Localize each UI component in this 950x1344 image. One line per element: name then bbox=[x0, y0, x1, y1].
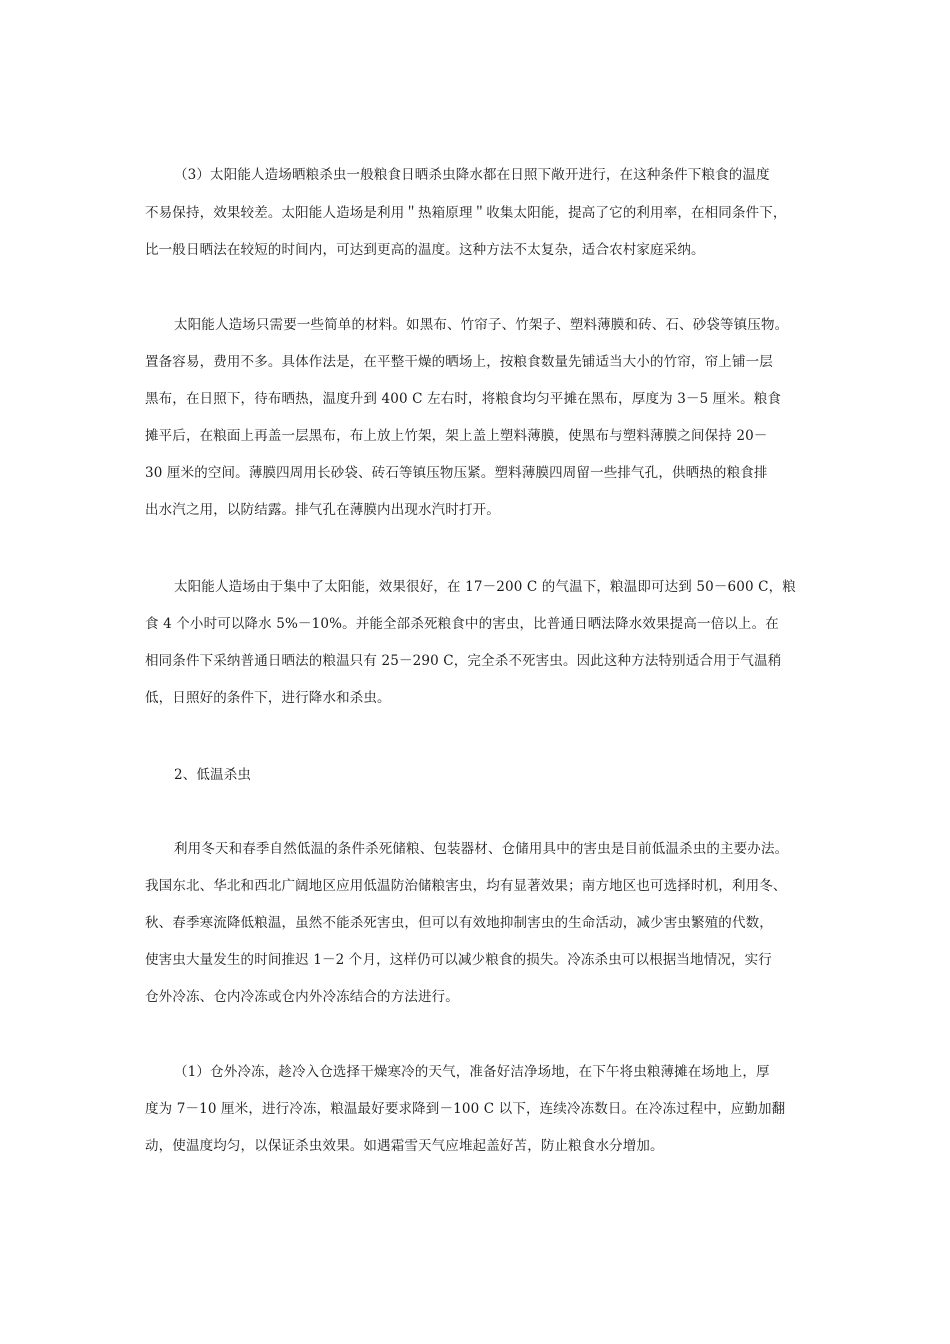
paragraph-line: 太阳能人造场只需要一些简单的材料。如黑布、竹帘子、竹架子、塑料薄膜和砖、石、砂袋等镇压物。 bbox=[174, 317, 789, 333]
paragraph-line: 仓外冷冻、仓内冷冻或仓内外冷冻结合的方法进行。 bbox=[145, 989, 459, 1005]
paragraph-line: 秋、春季寒流降低粮温，虽然不能杀死害虫，但可以有效地抑制害虫的生命活动，减少害虫繁殖的代数， bbox=[145, 915, 773, 931]
paragraph-line: 置备容易，费用不多。具体作法是，在平整干燥的晒场上，按粮食数量先铺适当大小的竹帘，帘上铺一层 bbox=[145, 354, 773, 370]
paragraph-line: 太阳能人造场由于集中了太阳能，效果很好，在 17－200 C 的气温下，粮温即可达到 50－600 C，粮 bbox=[174, 579, 796, 595]
paragraph-line: 黑布，在日照下，待布晒热，温度升到 400 C 左右时，将粮食均匀平摊在黑布，厚度为 3－5 厘米。粮食 bbox=[145, 391, 782, 407]
paragraph-line: 食 4 个小时可以降水 5%－10%。并能全部杀死粮食中的害虫，比普通日晒法降水效果提高一倍以上。在 bbox=[145, 616, 779, 632]
paragraph-line: 利用冬天和春季自然低温的条件杀死储粮、包装器材、仓储用具中的害虫是目前低温杀虫的主要办法。 bbox=[174, 841, 789, 857]
paragraph-line: 不易保持，效果较差。太阳能人造场是利用＂热箱原理＂收集太阳能，提高了它的利用率，在相同条件下， bbox=[145, 205, 787, 221]
section-heading-text: 2、低温杀虫 bbox=[174, 767, 251, 783]
paragraph-line: （3）太阳能人造场晒粮杀虫一般粮食日晒杀虫降水都在日照下敞开进行，在这种条件下粮食的温度 bbox=[174, 167, 770, 183]
paragraph-line: 度为 7－10 厘米，进行冷冻，粮温最好要求降到－100 C 以下，连续冷冻数日。在冷冻过程中，应勤加翻 bbox=[145, 1101, 786, 1117]
paragraph-line: 动，使温度均匀，以保证杀虫效果。如遇霜雪天气应堆起盖好苫，防止粮食水分增加。 bbox=[145, 1138, 664, 1154]
paragraph-line: 比一般日晒法在较短的时间内，可达到更高的温度。这种方法不太复杂，适合农村家庭采纳。 bbox=[145, 242, 705, 258]
paragraph-line: 30 厘米的空间。薄膜四周用长砂袋、砖石等镇压物压紧。塑料薄膜四周留一些排气孔，供晒热的粮食排 bbox=[145, 465, 768, 481]
paragraph-line: 使害虫大量发生的时间推迟 1－2 个月，这样仍可以减少粮食的损失。冷冻杀虫可以根据当地情况，实行 bbox=[145, 952, 772, 968]
paragraph-line: 低，日照好的条件下，进行降水和杀虫。 bbox=[145, 690, 391, 706]
paragraph-line: （1）仓外冷冻，趁冷入仓选择干燥寒冷的天气，准备好洁净场地，在下午将虫粮薄摊在场地上，厚 bbox=[174, 1064, 770, 1080]
paragraph-line: 出水汽之用，以防结露。排气孔在薄膜内出现水汽时打开。 bbox=[145, 502, 500, 518]
paragraph-line: 摊平后，在粮面上再盖一层黑布，布上放上竹架，架上盖上塑料薄膜，使黑布与塑料薄膜之间保持 20－ bbox=[145, 428, 768, 444]
paragraph-line: 相同条件下采纳普通日晒法的粮温只有 25－290 C，完全杀不死害虫。因此这种方法特别适合用于气温稍 bbox=[145, 653, 782, 669]
paragraph-line: 我国东北、华北和西北广阔地区应用低温防治储粮害虫，均有显著效果；南方地区也可选择时机，利用冬、 bbox=[145, 878, 787, 894]
